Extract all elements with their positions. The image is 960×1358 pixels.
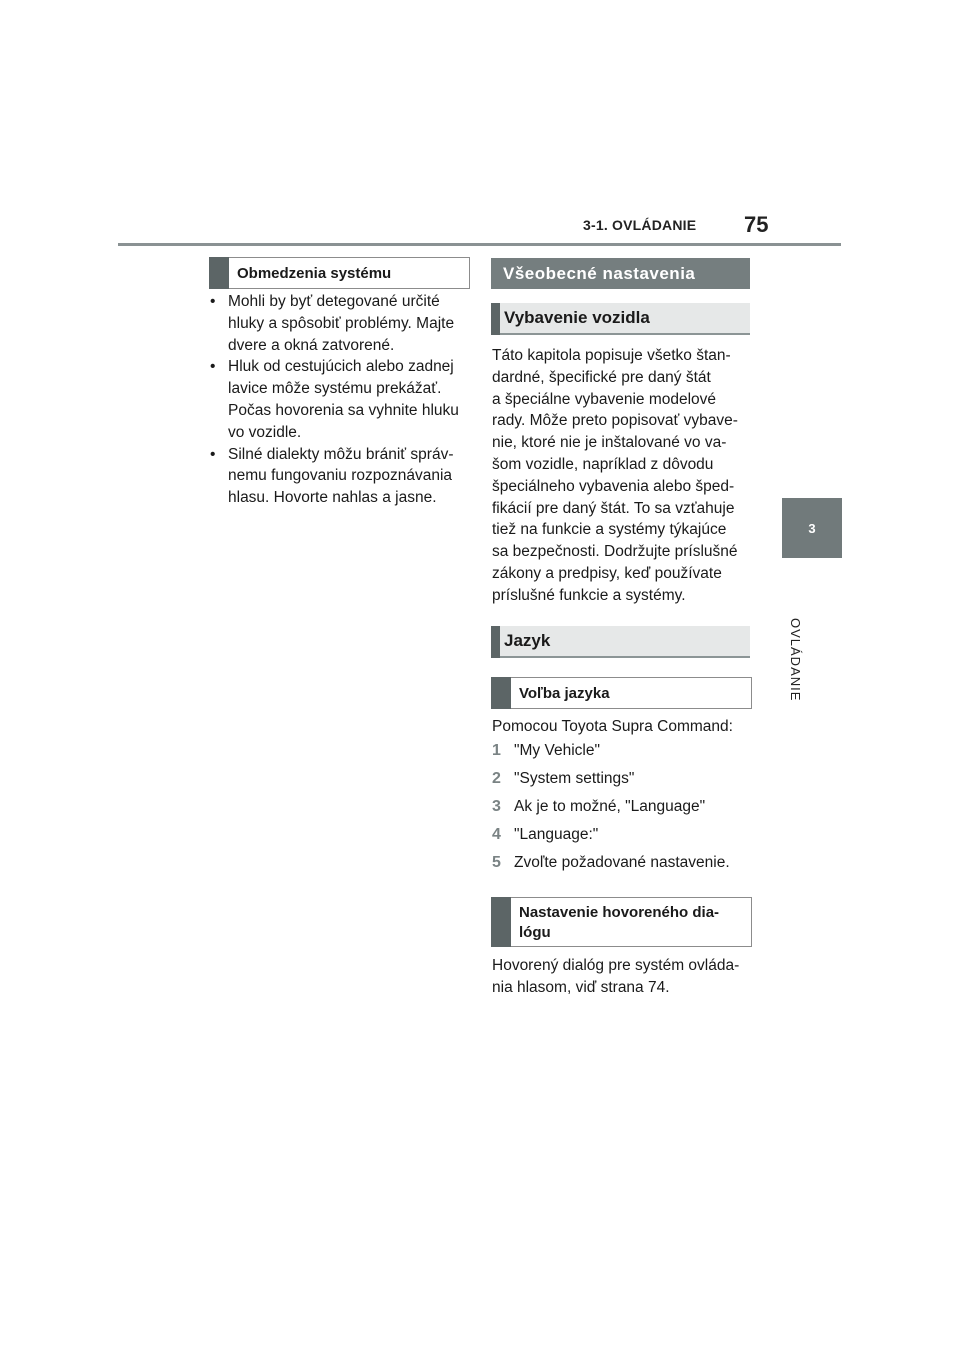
step-number: 1 [492,742,501,759]
chapter-label: OVLÁDANIE [788,618,803,702]
voice-dialog-box [491,897,752,947]
step-number: 4 [492,826,501,843]
header-divider [118,243,841,246]
step-number: 5 [492,854,501,871]
voice-dialog-text: Hovorený dialóg pre systém ovláda- nia hlasom, viď strana 74. [492,957,740,996]
system-limits-box [209,257,470,289]
heading-marker [491,626,500,658]
heading-marker [491,303,500,335]
step-text: Ak je to možné, "Language" [514,798,706,815]
section-title: 3-1. OVLÁDANIE [583,217,697,233]
box-marker [209,257,229,289]
general-settings-heading: Všeobecné nastavenia [491,258,750,289]
list-item: • Silné dialekty môžu brániť správ- nemu fungovaniu rozpoznávania hlasu. Hovorte nahlas a jasne. [210,445,454,507]
chapter-number: 3 [808,520,816,536]
vehicle-equipment-heading: Vybavenie vozidla [491,303,750,335]
language-steps [492,740,730,880]
list-item [492,740,730,768]
list-item [492,768,730,796]
step-number: 2 [492,770,501,787]
language-intro: Pomocou Toyota Supra Command: [492,718,733,735]
list-item [492,796,730,824]
limits-bullet-list [210,291,472,509]
step-text: Zvoľte požadované nastavenie. [514,854,730,871]
step-text: "System settings" [514,770,635,787]
box-marker [491,677,511,709]
step-text: "Language:" [514,826,599,843]
language-choice-title: Voľba jazyka [519,684,610,702]
step-number: 3 [492,798,501,815]
language-heading: Jazyk [491,626,750,658]
language-choice-box [491,677,752,709]
system-limits-title: Obmedzenia systému [237,264,392,282]
box-marker [491,897,511,947]
list-item: • Hluk od cestujúcich alebo zadnej lavice môže systému prekážať. Počas hovorenia sa vyhnite hluku vo vozidle. [210,358,459,441]
list-item [492,824,730,852]
chapter-tab [782,498,842,558]
voice-dialog-title: Nastavenie hovoreného dia- lógu [519,904,720,941]
step-text: "My Vehicle" [514,742,600,759]
list-item [492,852,730,880]
page-number: 75 [744,212,769,237]
list-item: • Mohli by byť detegované určité hluky a spôsobiť problémy. Majte dvere a okná zatvorené. [210,293,455,354]
vehicle-equipment-text: Táto kapitola popisuje všetko štan- dardné, špecifické pre daný štát a špeciálne vybavenie modelové rady. Môže preto popisovať vybave- nie, ktoré nie je inštalované vo va- šom vozidle, napríklad z dôvodu špeciálneho vybavenia alebo šped- fikácií pre daný štát. To sa vzťahuje tiež na funkcie a systémy týkajúce sa bezpečnosti. Dodržujte príslušné zákony a predpisy, keď používate príslušné funkcie a systémy. [492,347,738,604]
